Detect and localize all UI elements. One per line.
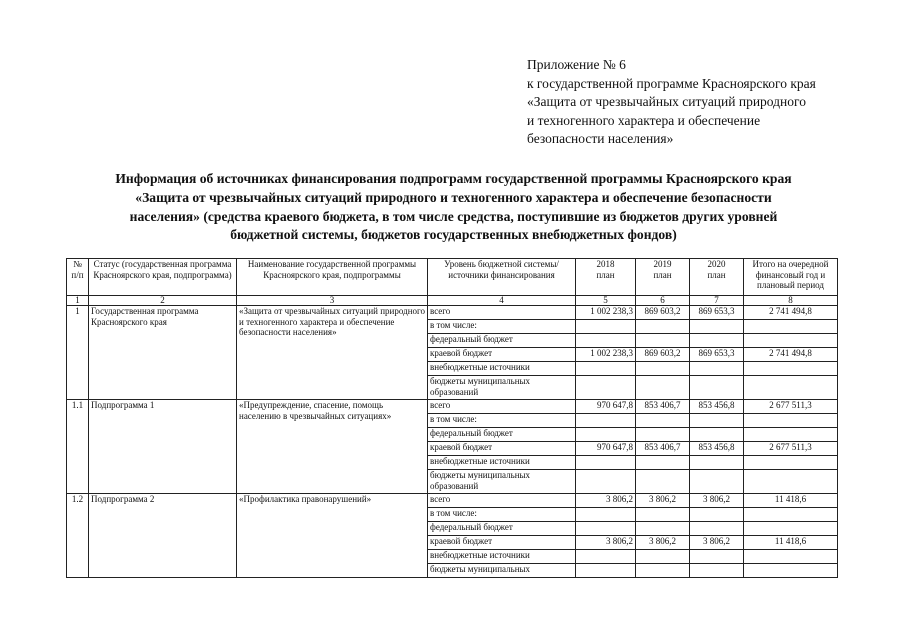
budget-level-cell: бюджеты муниципальных образований xyxy=(428,376,576,400)
total-cell: 11 418,6 xyxy=(744,494,838,508)
value-2020-cell xyxy=(690,362,744,376)
value-2020-cell: 853 456,8 xyxy=(690,400,744,414)
value-2020-cell xyxy=(690,522,744,536)
value-2019-cell xyxy=(636,550,690,564)
title-line: «Защита от чрезвычайных ситуаций природного и техногенного характера и обеспечение безопасности xyxy=(135,189,772,205)
total-cell xyxy=(744,334,838,348)
header-status: Статус (государственная программа Красноярского края, подпрограмма) xyxy=(89,259,237,296)
value-2020-cell xyxy=(690,564,744,578)
value-2018-cell xyxy=(576,456,636,470)
header-year-2019 xyxy=(636,259,690,296)
total-cell xyxy=(744,470,838,494)
value-2019-cell xyxy=(636,376,690,400)
title-line: населения» (средства краевого бюджета, в том числе средства, поступившие из бюджетов других уровней xyxy=(129,208,778,224)
value-2020-cell xyxy=(690,320,744,334)
value-2020-cell xyxy=(690,508,744,522)
value-2019-cell: 3 806,2 xyxy=(636,494,690,508)
total-cell: 2 677 511,3 xyxy=(744,400,838,414)
appendix-line: безопасности населения» xyxy=(527,131,674,146)
value-2020-cell: 869 653,3 xyxy=(690,306,744,320)
plan-label: план xyxy=(653,269,672,280)
value-2018-cell: 3 806,2 xyxy=(576,536,636,550)
value-2020-cell: 869 653,3 xyxy=(690,348,744,362)
year-label: 2018 xyxy=(596,259,615,269)
value-2018-cell: 970 647,8 xyxy=(576,442,636,456)
value-2020-cell xyxy=(690,334,744,348)
row-number: 1.1 xyxy=(67,400,89,494)
budget-level-cell: краевой бюджет xyxy=(428,348,576,362)
value-2019-cell xyxy=(636,428,690,442)
col-number: 4 xyxy=(428,296,576,306)
value-2018-cell xyxy=(576,428,636,442)
title-line: Информация об источниках финансирования подпрограмм государственной программы Красноярского края xyxy=(115,171,792,186)
value-2020-cell xyxy=(690,414,744,428)
value-2019-cell: 3 806,2 xyxy=(636,536,690,550)
document-title xyxy=(60,170,847,245)
value-2018-cell: 1 002 238,3 xyxy=(576,348,636,362)
header-name: Наименование государственной программы Красноярского края, подпрограммы xyxy=(237,259,428,296)
col-number: 8 xyxy=(744,296,838,306)
value-2020-cell: 3 806,2 xyxy=(690,494,744,508)
status-cell: Подпрограмма 1 xyxy=(89,400,237,494)
value-2019-cell: 853 406,7 xyxy=(636,442,690,456)
budget-level-cell: в том числе: xyxy=(428,320,576,334)
col-number: 2 xyxy=(89,296,237,306)
total-cell xyxy=(744,456,838,470)
total-cell xyxy=(744,428,838,442)
value-2018-cell xyxy=(576,362,636,376)
budget-level-cell: в том числе: xyxy=(428,414,576,428)
value-2018-cell xyxy=(576,522,636,536)
value-2018-cell xyxy=(576,470,636,494)
appendix-line: и техногенного характера и обеспечение xyxy=(527,112,761,128)
value-2019-cell xyxy=(636,414,690,428)
total-cell xyxy=(744,376,838,400)
budget-level-cell: федеральный бюджет xyxy=(428,334,576,348)
value-2020-cell xyxy=(690,456,744,470)
table-row xyxy=(67,494,838,508)
value-2019-cell xyxy=(636,564,690,578)
value-2020-cell xyxy=(690,428,744,442)
value-2019-cell xyxy=(636,522,690,536)
value-2019-cell xyxy=(636,456,690,470)
total-cell xyxy=(744,508,838,522)
total-cell xyxy=(744,564,838,578)
value-2018-cell xyxy=(576,414,636,428)
row-number: 1.2 xyxy=(67,494,89,578)
budget-level-cell: внебюджетные источники xyxy=(428,550,576,564)
financing-table xyxy=(66,258,838,578)
budget-level-cell: бюджеты муниципальных xyxy=(428,564,576,578)
value-2018-cell xyxy=(576,334,636,348)
value-2020-cell: 3 806,2 xyxy=(690,536,744,550)
value-2018-cell xyxy=(576,508,636,522)
total-cell xyxy=(744,320,838,334)
value-2020-cell xyxy=(690,376,744,400)
status-cell: Государственная программа Красноярского края xyxy=(89,306,237,400)
header-year-2018 xyxy=(576,259,636,296)
value-2018-cell: 3 806,2 xyxy=(576,494,636,508)
col-number: 1 xyxy=(67,296,89,306)
title-line: бюджетной системы, бюджетов государственных внебюджетных фондов) xyxy=(230,227,677,243)
budget-level-cell: федеральный бюджет xyxy=(428,428,576,442)
col-number: 5 xyxy=(576,296,636,306)
header-year-2020 xyxy=(690,259,744,296)
total-cell xyxy=(744,522,838,536)
year-label: 2019 xyxy=(653,259,672,269)
col-number: 6 xyxy=(636,296,690,306)
value-2019-cell: 869 603,2 xyxy=(636,306,690,320)
total-cell: 2 741 494,8 xyxy=(744,348,838,362)
value-2018-cell xyxy=(576,564,636,578)
program-name-cell: «Защита от чрезвычайных ситуаций природного и техногенного характера и обеспечение безопасности населения» xyxy=(237,306,428,400)
total-cell: 11 418,6 xyxy=(744,536,838,550)
budget-level-cell: краевой бюджет xyxy=(428,536,576,550)
column-number-row xyxy=(67,296,838,306)
value-2020-cell: 853 456,8 xyxy=(690,442,744,456)
value-2018-cell xyxy=(576,550,636,564)
budget-level-cell: внебюджетные источники xyxy=(428,362,576,376)
col-number: 3 xyxy=(237,296,428,306)
header-level: Уровень бюджетной системы/источники финансирования xyxy=(428,259,576,296)
budget-level-cell: всего xyxy=(428,400,576,414)
value-2019-cell xyxy=(636,470,690,494)
value-2019-cell xyxy=(636,362,690,376)
value-2019-cell xyxy=(636,508,690,522)
total-cell xyxy=(744,550,838,564)
table-row xyxy=(67,306,838,320)
value-2019-cell xyxy=(636,320,690,334)
budget-level-cell: внебюджетные источники xyxy=(428,456,576,470)
row-number: 1 xyxy=(67,306,89,400)
value-2019-cell: 853 406,7 xyxy=(636,400,690,414)
budget-level-cell: всего xyxy=(428,494,576,508)
col-number: 7 xyxy=(690,296,744,306)
budget-level-cell: в том числе: xyxy=(428,508,576,522)
program-name-cell: «Профилактика правонарушений» xyxy=(237,494,428,578)
appendix-line: Приложение № 6 xyxy=(527,57,626,72)
plan-label: план xyxy=(596,269,615,280)
total-cell: 2 741 494,8 xyxy=(744,306,838,320)
table-row xyxy=(67,400,838,414)
value-2020-cell xyxy=(690,470,744,494)
value-2018-cell xyxy=(576,320,636,334)
header-row xyxy=(67,259,838,296)
year-label: 2020 xyxy=(707,259,726,269)
total-cell xyxy=(744,414,838,428)
appendix-line: к государственной программе Красноярского края xyxy=(527,75,816,91)
header-num: № п/п xyxy=(67,259,89,296)
program-name-cell: «Предупреждение, спасение, помощь населению в чрезвычайных ситуациях» xyxy=(237,400,428,494)
budget-level-cell: бюджеты муниципальных образований xyxy=(428,470,576,494)
value-2019-cell xyxy=(636,334,690,348)
value-2018-cell: 970 647,8 xyxy=(576,400,636,414)
value-2018-cell xyxy=(576,376,636,400)
status-cell: Подпрограмма 2 xyxy=(89,494,237,578)
appendix-caption xyxy=(527,56,887,149)
header-total: Итого на очередной финансовый год и плановый период xyxy=(744,259,838,296)
value-2020-cell xyxy=(690,550,744,564)
appendix-line: «Защита от чрезвычайных ситуаций природного xyxy=(527,94,806,109)
budget-level-cell: федеральный бюджет xyxy=(428,522,576,536)
total-cell xyxy=(744,362,838,376)
value-2018-cell: 1 002 238,3 xyxy=(576,306,636,320)
plan-label: план xyxy=(707,269,726,280)
budget-level-cell: всего xyxy=(428,306,576,320)
budget-level-cell: краевой бюджет xyxy=(428,442,576,456)
value-2019-cell: 869 603,2 xyxy=(636,348,690,362)
total-cell: 2 677 511,3 xyxy=(744,442,838,456)
